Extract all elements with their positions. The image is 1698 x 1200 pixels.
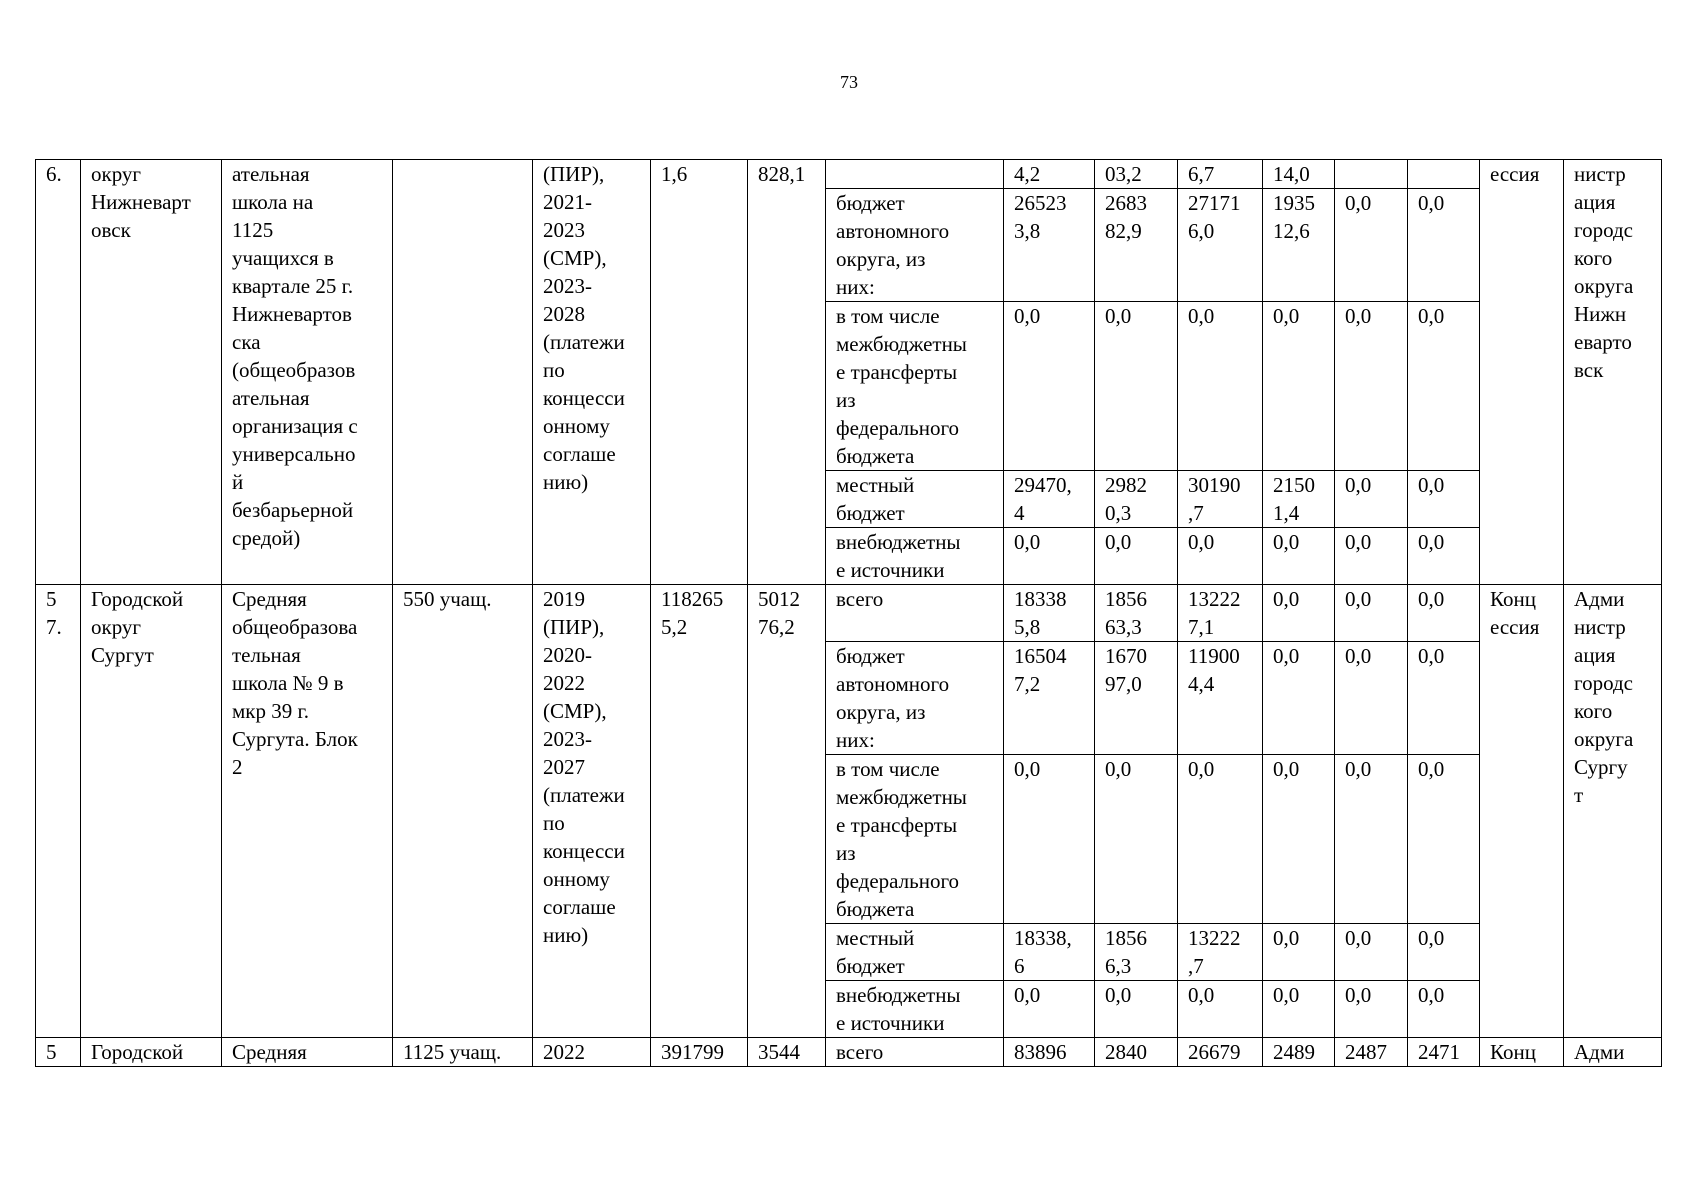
value-cell: 0,0 [1263,302,1335,471]
period-cell: 2022 [533,1038,651,1067]
value-cell: 0,0 [1408,981,1480,1038]
mechanism-cell: Конц ессия [1480,585,1564,1038]
value-cell: 30190 ,7 [1178,471,1263,528]
district-cell: округ Нижневарт овск [81,160,222,585]
object-cell: ательная школа на 1125 учащихся в квартале 25 г. Нижневартов ска (общеобразов ательная организация с универсально й безбарьерной средой) [222,160,393,585]
value-cell: 0,0 [1095,755,1178,924]
value-cell: 2683 82,9 [1095,189,1178,302]
value-cell: 0,0 [1335,585,1408,642]
value-cell: 0,0 [1335,528,1408,585]
source-name: в том числе межбюджетны е трансферты из федерального бюджета [826,755,1004,924]
value-cell: 0,0 [1178,302,1263,471]
object-cell: Средняя общеобразова тельная школа № 9 в мкр 39 г. Сургута. Блок 2 [222,585,393,1038]
district-cell: Городской [81,1038,222,1067]
value-cell: 1670 97,0 [1095,642,1178,755]
remaining-cell: 5012 76,2 [748,585,826,1038]
value-cell [1335,160,1408,189]
source-name: местный бюджет [826,924,1004,981]
source-name: внебюджетны е источники [826,528,1004,585]
value-cell: 0,0 [1095,528,1178,585]
value-cell: 0,0 [1408,189,1480,302]
value-cell: 27171 6,0 [1178,189,1263,302]
value-cell: 13222 7,1 [1178,585,1263,642]
remaining-cell: 828,1 [748,160,826,585]
period-cell: (ПИР), 2021- 2023 (СМР), 2023- 2028 (платежи по концесси онному соглаше нию) [533,160,651,585]
source-name: бюджет автономного округа, из них: [826,642,1004,755]
value-cell: 18338 5,8 [1004,585,1095,642]
value-cell: 29470, 4 [1004,471,1095,528]
value-cell: 0,0 [1004,528,1095,585]
value-cell: 0,0 [1178,981,1263,1038]
value-cell: 2489 [1263,1038,1335,1067]
table-row [36,160,1662,189]
value-cell: 0,0 [1335,981,1408,1038]
cost-cell: 391799 [651,1038,748,1067]
value-cell: 0,0 [1335,302,1408,471]
value-cell: 16504 7,2 [1004,642,1095,755]
value-cell: 18338, 6 [1004,924,1095,981]
source-name: бюджет автономного округа, из них: [826,189,1004,302]
value-cell: 03,2 [1095,160,1178,189]
value-cell: 11900 4,4 [1178,642,1263,755]
value-cell: 4,2 [1004,160,1095,189]
value-cell: 0,0 [1335,755,1408,924]
value-cell: 2471 [1408,1038,1480,1067]
source-name: всего [826,585,1004,642]
value-cell: 0,0 [1408,755,1480,924]
customer-cell: Адми [1564,1038,1662,1067]
row-number: 5 7. [36,585,81,1038]
value-cell: 13222 ,7 [1178,924,1263,981]
source-name: внебюджетны е источники [826,981,1004,1038]
investment-table [35,159,1662,1067]
object-cell: Средняя [222,1038,393,1067]
cost-cell: 1,6 [651,160,748,585]
remaining-cell: 3544 [748,1038,826,1067]
value-cell: 0,0 [1263,981,1335,1038]
value-cell: 0,0 [1335,924,1408,981]
period-cell: 2019 (ПИР), 2020- 2022 (СМР), 2023- 2027 (платежи по концесси онному соглаше нию) [533,585,651,1038]
value-cell: 0,0 [1408,302,1480,471]
value-cell: 0,0 [1178,528,1263,585]
mechanism-cell: ессия [1480,160,1564,585]
value-cell: 0,0 [1178,755,1263,924]
value-cell: 1856 6,3 [1095,924,1178,981]
value-cell: 0,0 [1408,528,1480,585]
value-cell: 0,0 [1408,471,1480,528]
row-number: 6. [36,160,81,585]
value-cell: 2982 0,3 [1095,471,1178,528]
value-cell: 0,0 [1263,585,1335,642]
row-number: 5 [36,1038,81,1067]
district-cell: Городской округ Сургут [81,585,222,1038]
value-cell: 0,0 [1335,189,1408,302]
value-cell: 0,0 [1263,924,1335,981]
customer-cell: нистр ация городс кого округа Нижн еварто вск [1564,160,1662,585]
page-number: 73 [840,72,858,92]
table-row [36,585,1662,642]
value-cell: 0,0 [1408,924,1480,981]
capacity-cell [393,160,533,585]
table-row [36,1038,1662,1067]
value-cell: 0,0 [1408,642,1480,755]
value-cell: 83896 [1004,1038,1095,1067]
value-cell: 26523 3,8 [1004,189,1095,302]
value-cell: 0,0 [1335,471,1408,528]
source-name: всего [826,1038,1004,1067]
value-cell: 1856 63,3 [1095,585,1178,642]
value-cell: 14,0 [1263,160,1335,189]
value-cell: 6,7 [1178,160,1263,189]
value-cell: 2487 [1335,1038,1408,1067]
value-cell [1408,160,1480,189]
customer-cell: Адми нистр ация городс кого округа Сургу т [1564,585,1662,1038]
value-cell: 26679 [1178,1038,1263,1067]
value-cell: 0,0 [1004,302,1095,471]
value-cell: 0,0 [1408,585,1480,642]
value-cell: 0,0 [1263,642,1335,755]
capacity-cell: 1125 учащ. [393,1038,533,1067]
cost-cell: 118265 5,2 [651,585,748,1038]
capacity-cell: 550 учащ. [393,585,533,1038]
value-cell: 2840 [1095,1038,1178,1067]
value-cell: 0,0 [1263,755,1335,924]
value-cell: 0,0 [1004,755,1095,924]
value-cell: 0,0 [1095,981,1178,1038]
value-cell: 0,0 [1335,642,1408,755]
source-name: в том числе межбюджетны е трансферты из федерального бюджета [826,302,1004,471]
value-cell: 0,0 [1004,981,1095,1038]
mechanism-cell: Конц [1480,1038,1564,1067]
value-cell: 2150 1,4 [1263,471,1335,528]
value-cell: 0,0 [1095,302,1178,471]
source-name: местный бюджет [826,471,1004,528]
value-cell: 1935 12,6 [1263,189,1335,302]
source-name [826,160,1004,189]
value-cell: 0,0 [1263,528,1335,585]
